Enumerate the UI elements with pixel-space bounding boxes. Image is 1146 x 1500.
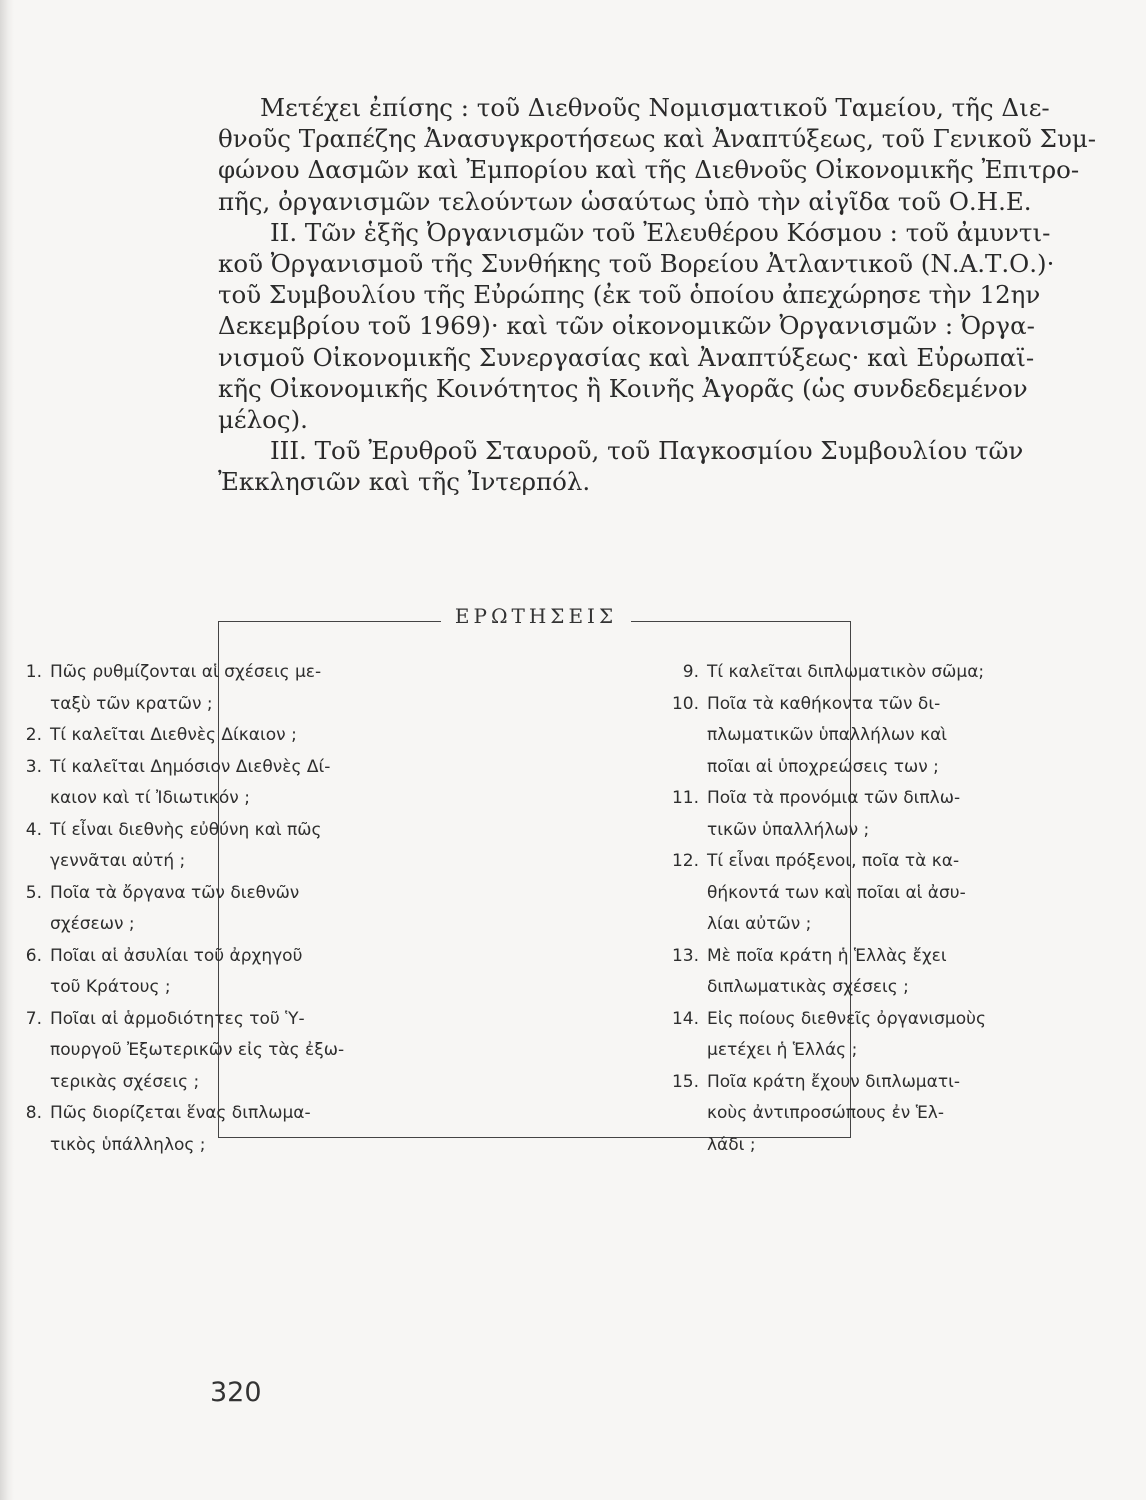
question-line: [669, 1130, 999, 1162]
question-number: 7.: [25, 1008, 42, 1029]
question-number: 8.: [25, 1103, 42, 1123]
body-text: [218, 92, 1097, 498]
question-text: πλωματικῶν ὑπαλλήλων καὶ: [707, 725, 948, 745]
question-text: θήκοντά των καὶ ποῖαι αἱ ἀσυ-: [707, 882, 966, 903]
question-line: [12, 689, 342, 721]
question-line: [12, 1067, 342, 1099]
question-text: Τί καλεῖται διπλωματικὸν σῶμα;: [707, 662, 985, 682]
question-line: [12, 657, 342, 689]
text-line: κοῦ Ὀργανισμοῦ τῆς Συνθήκης τοῦ Βορείου Ἀτλαντικοῦ (Ν.Α.Τ.Ο.)·: [218, 249, 1055, 279]
question-line: [669, 846, 999, 878]
question-number: 2.: [25, 725, 42, 745]
question-number: 3.: [25, 756, 42, 777]
questions-right-column: [669, 657, 999, 1161]
text-line: πῆς, ὀργανισμῶν τελούντων ὡσαύτως ὑπὸ τὴν αἰγῖδα τοῦ Ο.Η.Ε.: [218, 186, 1032, 216]
text-line: κῆς Οἰκονομικῆς Κοινότητος ἢ Κοινῆς Ἀγορᾶς (ὡς συνδεδεμένον: [218, 373, 1028, 403]
question-text: σχέσεων ;: [50, 914, 135, 934]
question-text: καιον καὶ τί Ἰδιωτικόν ;: [50, 788, 250, 808]
question-number: 10.: [671, 693, 699, 714]
text-line: μέλος).: [218, 405, 308, 435]
question-line: [669, 941, 999, 973]
question-line: [12, 720, 342, 752]
question-number: 14.: [671, 1008, 699, 1029]
question-text: μετέχει ἡ Ἑλλάς ;: [707, 1040, 858, 1060]
questions-left-column: [12, 657, 345, 1161]
question-number: 4.: [25, 819, 42, 840]
question-line: [12, 752, 342, 784]
question-line: [12, 846, 342, 878]
question-line: [669, 689, 999, 721]
text-line: τοῦ Συμβουλίου τῆς Εὐρώπης (ἐκ τοῦ ὁποίου ἀπεχώρησε τὴν 12ην: [218, 280, 1041, 310]
question-line: [669, 1035, 999, 1067]
question-text: τικῶν ὑπαλλήλων ;: [707, 819, 870, 840]
question-line: [669, 657, 999, 689]
question-line: [12, 941, 342, 973]
question-text: ταξὺ τῶν κρατῶν ;: [50, 693, 213, 714]
text-line: Μετέχει ἐπίσης : τοῦ Διεθνοῦς Νομισματικοῦ Ταμείου, τῆς Διε-: [260, 93, 1050, 122]
question-text: τικὸς ὑπάλληλος ;: [50, 1134, 206, 1155]
question-number: 13.: [671, 945, 699, 966]
question-text: Ποῖα τὰ ὄργανα τῶν διεθνῶν: [50, 882, 300, 903]
question-text: Ποῖα τὰ προνόμια τῶν διπλω-: [707, 788, 961, 808]
question-line: [669, 752, 999, 784]
questions-title: ΕΡΩΤΗΣΕΙΣ: [218, 604, 854, 628]
question-line: [12, 909, 342, 941]
question-text: Τί καλεῖται Δημόσιον Διεθνὲς Δί-: [50, 756, 331, 777]
question-text: Εἰς ποίους διεθνεῖς ὀργανισμοὺς: [707, 1008, 986, 1029]
question-text: Ποῖαι αἱ ἁρμοδιότητες τοῦ Ὑ-: [50, 1008, 305, 1029]
text-line: νισμοῦ Οἰκονομικῆς Συνεργασίας καὶ Ἀναπτύξεως· καὶ Εὐρωπαϊ-: [218, 342, 1035, 372]
question-line: [669, 1067, 999, 1099]
question-line: [12, 1098, 342, 1130]
question-text: διπλωματικὰς σχέσεις ;: [707, 977, 909, 997]
question-line: [669, 815, 999, 847]
question-text: Ποῖαι αἱ ἀσυλίαι τοῦ ἀρχηγοῦ: [50, 945, 303, 966]
text-line: φώνου Δασμῶν καὶ Ἐμπορίου καὶ τῆς Διεθνοῦς Οἰκονομικῆς Ἐπιτρο-: [218, 155, 1080, 185]
question-line: [669, 720, 999, 752]
question-text: Τί εἶναι πρόξενοι, ποῖα τὰ κα-: [707, 851, 960, 871]
question-number: 9.: [682, 662, 699, 682]
text-line: ΙΙ. Τῶν ἑξῆς Ὀργανισμῶν τοῦ Ἐλευθέρου Κόσμου : τοῦ ἀμυντι-: [270, 217, 1051, 247]
question-number: 12.: [671, 851, 699, 871]
question-text: λίαι αὐτῶν ;: [707, 914, 812, 934]
question-line: [12, 1004, 342, 1036]
question-text: Ποῖα κράτη ἔχουν διπλωματι-: [707, 1071, 960, 1092]
question-line: [669, 878, 999, 910]
question-text: Πῶς ρυθμίζονται αἱ σχέσεις με-: [50, 662, 322, 682]
question-line: [669, 1098, 999, 1130]
question-line: [12, 815, 342, 847]
question-number: 11.: [671, 788, 699, 808]
question-text: Μὲ ποῖα κράτη ἡ Ἑλλὰς ἔχει: [707, 945, 947, 966]
question-text: Τί εἶναι διεθνὴς εὐθύνη καὶ πῶς: [50, 819, 322, 840]
question-line: [12, 783, 342, 815]
question-text: Τί καλεῖται Διεθνὲς Δίκαιον ;: [50, 725, 297, 745]
question-line: [669, 1004, 999, 1036]
question-number: 5.: [25, 882, 42, 903]
question-number: 15.: [671, 1071, 699, 1092]
question-text: ποῖαι αἱ ὑποχρεώσεις των ;: [707, 756, 939, 777]
question-line: [12, 1035, 345, 1067]
question-text: Πῶς διορίζεται ἕνας διπλωμα-: [50, 1103, 311, 1123]
question-line: [669, 783, 999, 815]
question-text: πουργοῦ Ἐξωτερικῶν εἰς τὰς ἐξω-: [50, 1040, 345, 1060]
question-text: Ποῖα τὰ καθήκοντα τῶν δι-: [707, 693, 941, 714]
question-text: κοὺς ἀντιπροσώπους ἐν Ἑλ-: [707, 1103, 944, 1123]
page-number: 320: [210, 1377, 262, 1408]
question-line: [669, 909, 999, 941]
question-text: γεννᾶται αὐτή ;: [50, 851, 186, 871]
question-line: [669, 972, 999, 1004]
question-line: [12, 1130, 342, 1162]
question-text: λάδι ;: [707, 1134, 756, 1155]
question-line: [12, 878, 342, 910]
question-number: 6.: [25, 945, 42, 966]
text-line: Δεκεμβρίου τοῦ 1969)· καὶ τῶν οἰκονομικῶν Ὀργανισμῶν : Ὀργα-: [218, 311, 1035, 341]
text-line: ΙΙΙ. Τοῦ Ἐρυθροῦ Σταυροῦ, τοῦ Παγκοσμίου Συμβουλίου τῶν: [270, 436, 1024, 466]
text-line: θνοῦς Τραπέζης Ἀνασυγκροτήσεως καὶ Ἀναπτύξεως, τοῦ Γενικοῦ Συμ-: [218, 124, 1097, 154]
question-line: [12, 972, 342, 1004]
question-number: 1.: [25, 662, 42, 682]
text-line: Ἐκκλησιῶν καὶ τῆς Ἰντερπόλ.: [218, 467, 591, 497]
question-text: τοῦ Κράτους ;: [50, 977, 171, 997]
question-text: τερικὰς σχέσεις ;: [50, 1071, 200, 1092]
